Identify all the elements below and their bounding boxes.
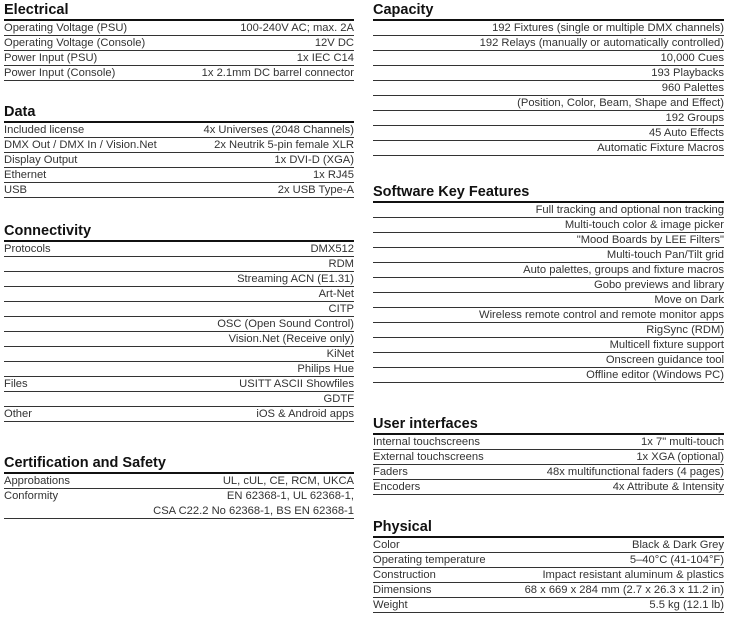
spec-row (373, 66, 724, 81)
spec-row (373, 308, 724, 323)
spec-rows (373, 21, 724, 156)
spec-label: Approbations (4, 475, 70, 487)
spec-value: 2x USB Type-A (277, 184, 354, 196)
spec-rows (4, 123, 354, 198)
spec-row (373, 126, 724, 141)
section-certification (4, 455, 354, 519)
spec-value: 10,000 Cues (660, 52, 724, 64)
spec-value: 5.5 kg (12.1 lb) (649, 599, 724, 611)
spec-value: UL, cUL, CE, RCM, UKCA (222, 475, 354, 487)
spec-value: Full tracking and optional non tracking (535, 204, 724, 216)
spec-row (373, 568, 724, 583)
spec-label: Operating Voltage (Console) (4, 37, 146, 49)
spec-rows (373, 538, 724, 613)
spec-value: EN 62368-1, UL 62368-1, (226, 490, 354, 502)
spec-value: Wireless remote control and remote monitor apps (479, 309, 724, 321)
spec-value: 5–40°C (41-104°F) (629, 554, 724, 566)
spec-label: Operating temperature (373, 554, 486, 566)
spec-value: USITT ASCII Showfiles (239, 378, 354, 390)
section-title: Connectivity (4, 223, 354, 242)
spec-label: Encoders (373, 481, 421, 493)
spec-label: USB (4, 184, 28, 196)
spec-value: 48x multifunctional faders (4 pages) (546, 466, 724, 478)
spec-value: Streaming ACN (E1.31) (237, 273, 354, 285)
spec-row (373, 141, 724, 156)
spec-value: RigSync (RDM) (646, 324, 724, 336)
spec-value: KiNet (326, 348, 354, 360)
spec-value: OSC (Open Sound Control) (217, 318, 354, 330)
spec-value: GDTF (323, 393, 354, 405)
spec-value: Art-Net (318, 288, 354, 300)
spec-row (373, 263, 724, 278)
spec-value: 1x 7" multi-touch (641, 436, 724, 448)
spec-rows (4, 242, 354, 422)
spec-label: Internal touchscreens (373, 436, 480, 448)
spec-rows (4, 474, 354, 519)
spec-row (373, 203, 724, 218)
spec-value: iOS & Android apps (256, 408, 354, 420)
spec-value: Vision.Net (Receive only) (228, 333, 354, 345)
spec-row (373, 233, 724, 248)
spec-row (373, 218, 724, 233)
spec-value: RDM (328, 258, 354, 270)
spec-row (4, 317, 354, 332)
spec-value: 1x XGA (optional) (636, 451, 724, 463)
spec-value: 45 Auto Effects (648, 127, 724, 139)
spec-row (4, 362, 354, 377)
section-title: Certification and Safety (4, 455, 354, 474)
spec-row (373, 353, 724, 368)
spec-label: Power Input (Console) (4, 67, 116, 79)
spec-row (4, 183, 354, 198)
spec-label: Included license (4, 124, 85, 136)
spec-row (4, 51, 354, 66)
section-connectivity (4, 223, 354, 422)
spec-label: Other (4, 408, 32, 420)
spec-row (4, 168, 354, 183)
spec-label: Color (373, 539, 400, 551)
spec-value: DMX512 (310, 243, 354, 255)
spec-row (4, 138, 354, 153)
spec-row (4, 504, 354, 519)
spec-label: Weight (373, 599, 408, 611)
spec-value: 193 Playbacks (651, 67, 724, 79)
spec-value: "Mood Boards by LEE Filters" (576, 234, 724, 246)
spec-row (4, 474, 354, 489)
spec-row (373, 36, 724, 51)
spec-label: Operating Voltage (PSU) (4, 22, 128, 34)
spec-row (373, 278, 724, 293)
spec-value: (Position, Color, Beam, Shape and Effect) (517, 97, 724, 109)
spec-value: 100-240V AC; max. 2A (240, 22, 354, 34)
spec-row (4, 257, 354, 272)
spec-value: 1x RJ45 (312, 169, 354, 181)
spec-row (373, 435, 724, 450)
spec-label: Protocols (4, 243, 51, 255)
spec-value: 1x 2.1mm DC barrel connector (201, 67, 354, 79)
spec-value: 1x IEC C14 (296, 52, 354, 64)
spec-label: Ethernet (4, 169, 47, 181)
spec-row (373, 450, 724, 465)
spec-value: 12V DC (314, 37, 354, 49)
spec-value: CSA C22.2 No 62368-1, BS EN 62368-1 (153, 505, 354, 517)
spec-row (373, 81, 724, 96)
section-title: Electrical (4, 2, 354, 21)
spec-row (373, 248, 724, 263)
spec-label: Power Input (PSU) (4, 52, 98, 64)
spec-label: Display Output (4, 154, 78, 166)
spec-row (4, 272, 354, 287)
spec-value: 2x Neutrik 5-pin female XLR (214, 139, 354, 151)
spec-row (373, 368, 724, 383)
spec-value: Multi-touch Pan/Tilt grid (606, 249, 724, 261)
spec-value: Multicell fixture support (609, 339, 724, 351)
spec-value: 1x DVI-D (XGA) (274, 154, 354, 166)
spec-row (4, 407, 354, 422)
spec-row (4, 66, 354, 81)
spec-row (4, 123, 354, 138)
spec-row (373, 538, 724, 553)
section-title: User interfaces (373, 416, 724, 435)
spec-value: 960 Palettes (661, 82, 724, 94)
spec-rows (4, 21, 354, 81)
spec-row (373, 96, 724, 111)
spec-row (373, 51, 724, 66)
spec-value: 192 Groups (665, 112, 724, 124)
spec-row (4, 287, 354, 302)
section-title: Capacity (373, 2, 724, 21)
spec-value: Onscreen guidance tool (605, 354, 724, 366)
spec-label: Construction (373, 569, 436, 581)
spec-label: DMX Out / DMX In / Vision.Net (4, 139, 157, 151)
spec-row (373, 583, 724, 598)
section-software-key-features (373, 184, 724, 383)
spec-value: CITP (328, 303, 354, 315)
section-title: Data (4, 104, 354, 123)
spec-label: Conformity (4, 490, 59, 502)
spec-value: Move on Dark (654, 294, 724, 306)
spec-row (373, 111, 724, 126)
spec-row (373, 598, 724, 613)
spec-value: Offline editor (Windows PC) (586, 369, 724, 381)
section-user-interfaces (373, 416, 724, 495)
section-title: Software Key Features (373, 184, 724, 203)
spec-value: Philips Hue (297, 363, 354, 375)
spec-value: 192 Fixtures (single or multiple DMX channels) (492, 22, 724, 34)
spec-row (4, 392, 354, 407)
spec-label: Dimensions (373, 584, 432, 596)
spec-row (4, 36, 354, 51)
spec-row (373, 553, 724, 568)
spec-value: 68 x 669 x 284 mm (2.7 x 26.3 x 11.2 in) (524, 584, 724, 596)
spec-row (4, 302, 354, 317)
spec-rows (373, 203, 724, 383)
spec-value: 4x Attribute & Intensity (612, 481, 724, 493)
spec-value: Gobo previews and library (594, 279, 724, 291)
section-data (4, 104, 354, 198)
spec-rows (373, 435, 724, 495)
spec-value: Auto palettes, groups and fixture macros (523, 264, 724, 276)
section-electrical (4, 2, 354, 81)
spec-label: Files (4, 378, 28, 390)
spec-row (373, 465, 724, 480)
spec-value: 192 Relays (manually or automatically controlled) (479, 37, 724, 49)
section-physical (373, 519, 724, 613)
spec-label: Faders (373, 466, 408, 478)
spec-row (373, 323, 724, 338)
spec-value: Impact resistant aluminum & plastics (542, 569, 724, 581)
spec-row (373, 293, 724, 308)
spec-value: 4x Universes (2048 Channels) (203, 124, 354, 136)
spec-row (4, 377, 354, 392)
spec-row (4, 489, 354, 504)
spec-label: External touchscreens (373, 451, 484, 463)
section-title: Physical (373, 519, 724, 538)
spec-row (373, 338, 724, 353)
spec-row (373, 21, 724, 36)
spec-row (4, 153, 354, 168)
spec-row (4, 332, 354, 347)
spec-row (373, 480, 724, 495)
section-capacity (373, 2, 724, 156)
spec-row (4, 347, 354, 362)
spec-row (4, 21, 354, 36)
spec-value: Automatic Fixture Macros (597, 142, 724, 154)
spec-value: Black & Dark Grey (631, 539, 724, 551)
spec-row (4, 242, 354, 257)
spec-value: Multi-touch color & image picker (564, 219, 724, 231)
